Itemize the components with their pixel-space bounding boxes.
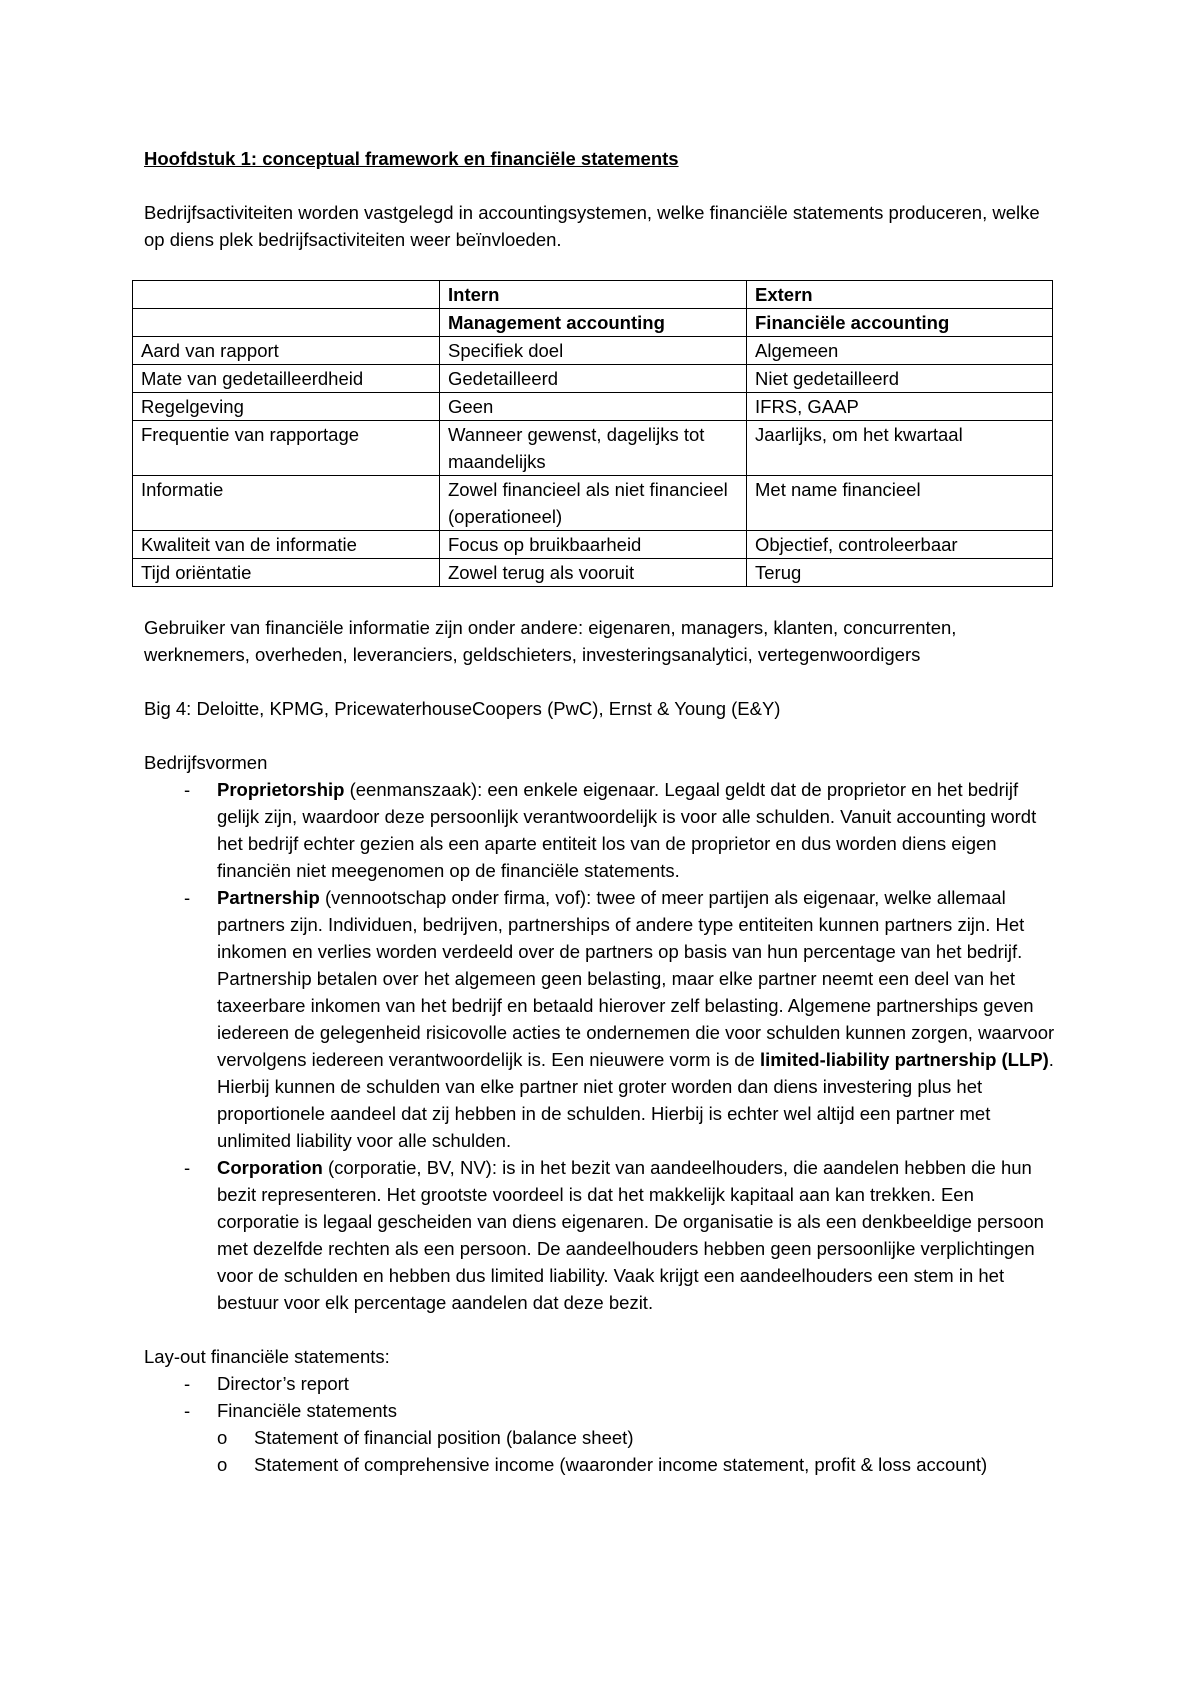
- layout-heading: Lay-out financiële statements:: [144, 1346, 390, 1367]
- business-forms-heading: Bedrijfsvormen: [144, 752, 268, 773]
- table-header-cell: Intern: [440, 281, 747, 309]
- table-row: [133, 365, 1053, 393]
- sublist-item-balance-sheet: [217, 1424, 1059, 1451]
- table-cell: Zowel financieel als niet financieel (operationeel): [440, 476, 747, 531]
- directors-report-text: Director’s report: [217, 1373, 349, 1394]
- table-row: [133, 531, 1053, 559]
- table-header-cell: Financiële accounting: [747, 309, 1053, 337]
- list-item-corporation: [144, 1154, 1059, 1316]
- comprehensive-income-text: Statement of comprehensive income (waaronder income statement, profit & loss account): [254, 1454, 988, 1475]
- partnership-text: (vennootschap onder firma, vof): twee of meer partijen als eigenaar, welke allemaal partners zijn. Individuen, bedrijven, partnerships of andere type entiteiten kunnen partners zijn. Het inkomen en verlies worden verdeeld over de partners op basis van hun percentage van het bedrijf. Partnership betalen over het algemeen geen belasting, maar elke partner neemt een deel van het taxeerbare inkomen van het bedrijf en betaald hierover zelf belasting. Algemene partnerships geven iedereen de gelegenheid risicovolle acties te ondernemen die voor schulden kunnen zorgen, waarvoor vervolgens iedereen verantwoordelijk is. Een nieuwere vorm is de: [217, 887, 1055, 1070]
- table-cell: Geen: [440, 393, 747, 421]
- table-cell: Focus op bruikbaarheid: [440, 531, 747, 559]
- table-cell: Algemeen: [747, 337, 1053, 365]
- table-row: [133, 476, 1053, 531]
- list-item-proprietorship: [144, 776, 1059, 884]
- layout-list: [144, 1370, 1059, 1478]
- table-cell: Wanneer gewenst, dagelijks tot maandelijks: [440, 421, 747, 476]
- table-cell: Kwaliteit van de informatie: [133, 531, 440, 559]
- balance-sheet-text: Statement of financial position (balance sheet): [254, 1427, 634, 1448]
- partnership-text-continued: . Hierbij kunnen de schulden van elke partner niet groter worden dan diens investering plus het proportionele aandeel dat zij hebben in de schulden. Hierbij is echter wel altijd een partner met unlimited liability voor alle schulden.: [217, 1049, 1054, 1151]
- list-item-financial-statements: [144, 1397, 1059, 1478]
- dash-marker: -: [184, 1400, 191, 1421]
- sublist-item-comprehensive-income: [217, 1451, 1059, 1478]
- table-cell: Tijd oriëntatie: [133, 559, 440, 587]
- big4-paragraph: Big 4: Deloitte, KPMG, PricewaterhouseCoopers (PwC), Ernst & Young (E&Y): [144, 698, 781, 719]
- table-cell: Specifiek doel: [440, 337, 747, 365]
- table-cell: Niet gedetailleerd: [747, 365, 1053, 393]
- dash-marker: -: [184, 887, 191, 908]
- table-cell: Aard van rapport: [133, 337, 440, 365]
- users-paragraph: Gebruiker van financiële informatie zijn onder andere: eigenaren, managers, klanten, concurrenten, werknemers, overheden, leveranciers, geldschieters, investeringsanalytici, vertegenwoordigers: [144, 617, 957, 665]
- table-cell: Regelgeving: [133, 393, 440, 421]
- financial-statements-sublist: [217, 1424, 1059, 1478]
- table-cell: Zowel terug als vooruit: [440, 559, 747, 587]
- dash-marker: -: [184, 1157, 191, 1178]
- table-cell: Terug: [747, 559, 1053, 587]
- list-item-directors-report: [144, 1370, 1059, 1397]
- table-row: [133, 393, 1053, 421]
- table-header-row: [133, 281, 1053, 309]
- business-forms-list: [144, 776, 1059, 1316]
- table-cell: Frequentie van rapportage: [133, 421, 440, 476]
- corporation-text: (corporatie, BV, NV): is in het bezit van aandeelhouders, die aandelen hebben die hun bezit representeren. Het grootste voordeel is dat het makkelijk kapitaal aan kan trekken. Een corporatie is legaal gescheiden van diens eigenaren. De organisatie is als een denkbeeldige persoon met dezelfde rechten als een persoon. De aandeelhouders hebben geen persoonlijke verplichtingen voor de schulden en hebben dus limited liability. Vaak krijgt een aandeelhouders een stem in het bestuur voor elk percentage aandelen dat deze bezit.: [217, 1157, 1044, 1313]
- table-cell: Met name financieel: [747, 476, 1053, 531]
- table-header-cell: Extern: [747, 281, 1053, 309]
- term-partnership: Partnership: [217, 887, 320, 908]
- table-cell: Gedetailleerd: [440, 365, 747, 393]
- table-header-row: [133, 309, 1053, 337]
- table-cell: Jaarlijks, om het kwartaal: [747, 421, 1053, 476]
- table-header-cell: Management accounting: [440, 309, 747, 337]
- financial-statements-text: Financiële statements: [217, 1400, 397, 1421]
- table-cell: Objectief, controleerbaar: [747, 531, 1053, 559]
- table-cell: Informatie: [133, 476, 440, 531]
- table-row: [133, 559, 1053, 587]
- circle-marker: o: [217, 1454, 228, 1475]
- chapter-title: Hoofdstuk 1: conceptual framework en financiële statements: [144, 148, 679, 169]
- table-row: [133, 421, 1053, 476]
- term-llp: limited-liability partnership (LLP): [759, 1049, 1049, 1070]
- dash-marker: -: [184, 1373, 191, 1394]
- circle-marker: o: [217, 1427, 228, 1448]
- term-proprietorship: Proprietorship: [217, 779, 345, 800]
- document-content: [141, 145, 1059, 1505]
- term-corporation: Corporation: [217, 1157, 323, 1178]
- list-item-partnership: [144, 884, 1059, 1154]
- table-cell: [133, 309, 440, 337]
- table-row: [133, 337, 1053, 365]
- intro-paragraph: Bedrijfsactiviteiten worden vastgelegd in accountingsystemen, welke financiële statements produceren, welke op diens plek bedrijfsactiviteiten weer beïnvloeden.: [144, 202, 1040, 250]
- table-cell: Mate van gedetailleerdheid: [133, 365, 440, 393]
- table-cell: [133, 281, 440, 309]
- proprietorship-text: (eenmanszaak): een enkele eigenaar. Legaal geldt dat de proprietor en het bedrijf gelijk zijn, waardoor deze persoonlijk verantwoordelijk is voor alle schulden. Vanuit accounting wordt het bedrijf echter gezien als een aparte entiteit los van de proprietor en dus worden diens eigen financiën niet meegenomen op de financiële statements.: [217, 779, 1037, 881]
- comparison-table: [132, 280, 1053, 587]
- dash-marker: -: [184, 779, 191, 800]
- table-cell: IFRS, GAAP: [747, 393, 1053, 421]
